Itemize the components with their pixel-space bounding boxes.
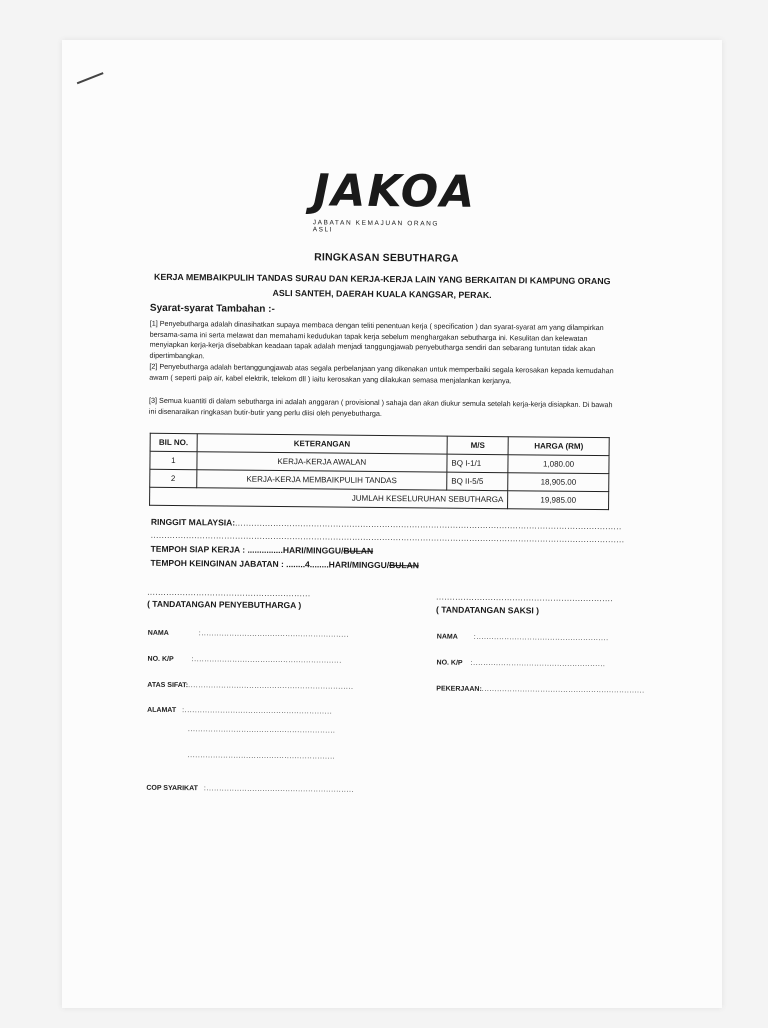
condition-3: [3] Semua kuantiti di dalam sebutharga ini adalah anggaran ( provisional ) sahaja dan akan diukur semula setelah kerja-kerja disiapkan. Di bawah ini disenaraikan ringkasan butir-butir yang perlu diisi oleh penyebutharga.	[148, 395, 613, 418]
field-alamat-line2: ..........................................................	[187, 726, 336, 735]
field-alamat-line3: ..........................................................	[187, 752, 336, 761]
cell-keterangan: KERJA-KERJA MEMBAIKPULIH TANDAS	[196, 470, 446, 490]
field-label: ATAS SIFAT:	[147, 681, 189, 690]
field-pekerjaan	[436, 678, 645, 698]
total-value: 19,985.00	[508, 491, 609, 510]
field-cop-syarikat	[146, 777, 354, 797]
cell-harga: 18,905.00	[508, 473, 609, 492]
tempoh-keinginan-unit-struck: BULAN	[389, 560, 419, 571]
sig-left-title: ( TANDATANGAN PENYEBUTHARGA )	[147, 598, 302, 611]
col-bil: BIL NO.	[150, 433, 197, 451]
field-label: PEKERJAAN:	[436, 685, 482, 693]
table-total-row	[150, 487, 609, 509]
field-nokp-right	[436, 652, 605, 672]
tempoh-siap-unit: HARI/MINGGU/	[282, 545, 344, 556]
field-label: NAMA	[147, 629, 169, 637]
project-heading: KERJA MEMBAIKPULIH TANDAS SURAU DAN KERJA-KERJA LAIN YANG BERKAITAN DI KAMPUNG ORANG ASLI SANTEH, DAERAH KUALA KANGSAR, PERAK.	[153, 271, 611, 301]
ringgit-blank: ..............................................................................................................................................	[235, 518, 622, 532]
price-summary-table	[149, 433, 610, 510]
document-title: RINGKASAN SEBUTHARGA	[314, 251, 459, 265]
tempoh-keinginan-value: ........4........	[286, 559, 329, 570]
pen-mark	[77, 72, 104, 84]
total-label: JUMLAH KESELURUHAN SEBUTHARGA	[150, 487, 508, 508]
cell-harga: 1,080.00	[508, 455, 609, 474]
tempoh-siap-unit-struck: BULAN	[343, 545, 374, 556]
field-blank: .................................................................	[188, 682, 354, 691]
tempoh-siap-row	[151, 544, 374, 556]
ringgit-label: RINGGIT MALAYSIA:	[150, 516, 236, 528]
field-blank: :....................................................	[470, 659, 606, 669]
field-label: NO. K/P	[147, 655, 174, 663]
logo-subtitle: JABATAN KEMAJUAN ORANG ASLI	[312, 219, 440, 234]
logo-word: JAKOA	[312, 165, 477, 218]
field-blank: :..........................................................	[203, 785, 355, 794]
jakoa-logo	[312, 165, 477, 234]
syarat-title: Syarat-syarat Tambahan :-	[149, 302, 275, 315]
col-keterangan: KETERANGAN	[197, 434, 447, 454]
cell-ms: BQ I-1/1	[447, 454, 508, 473]
field-label: ALAMAT	[147, 706, 177, 715]
sig-right-line: .................................................................	[436, 592, 614, 604]
field-blank: :..........................................................	[191, 656, 342, 665]
col-ms: M/S	[447, 436, 508, 455]
condition-2: [2] Penyebutharga adalah bertanggungjawab atas segala perbelanjaan yang dikenakan untuk memperbaiki segala kerosakan kepada kemudahan awam ( seperti paip air, kabel elektrik, telekom dll ) iaitu kerosakan yang dilakukan semasa menjalankan kerjanya.	[149, 361, 614, 385]
field-blank: ................................................................	[481, 685, 645, 695]
sig-right-title: ( TANDATANGAN SAKSI )	[436, 604, 540, 616]
sig-left-line: ............................................................	[147, 587, 311, 599]
field-alamat	[147, 699, 332, 719]
cell-bil: 1	[150, 451, 197, 469]
tempoh-keinginan-label: TEMPOH KEINGINAN JABATAN :	[150, 557, 284, 570]
field-nama-left	[148, 622, 349, 642]
condition-1: [1] Penyebutharga adalah dinasihatkan supaya membaca dengan teliti penentuan kerja ( specification ) dan syarat-syarat am yang dilampirkan bersama-sama ini serta melawat dan memahami kedudukan tapak kerja sebelum menghargakan sebutharga ini. Kesulitan dan kelewatan menyiapkan kerja-kerja disebabkan keadaan tapak adalah menjadi tanggungjawab penyebutharga sendiri dan sebarang tuntutan tidak akan dipertimbangkan.	[149, 318, 604, 360]
tempoh-keinginan-unit: HARI/MINGGU/	[328, 559, 390, 571]
field-blank: :....................................................	[473, 633, 609, 643]
field-nokp-left	[148, 648, 342, 668]
cell-keterangan: KERJA-KERJA AWALAN	[197, 452, 447, 472]
tempoh-siap-label: TEMPOH SIAP KERJA :	[150, 543, 246, 555]
field-label: NAMA	[436, 633, 458, 641]
col-harga: HARGA (RM)	[508, 437, 609, 456]
tempoh-keinginan-row	[150, 558, 419, 571]
cell-ms: BQ II-5/5	[447, 472, 508, 491]
cell-bil: 2	[150, 469, 197, 487]
field-label: NO. K/P	[436, 659, 463, 667]
tempoh-siap-blank: ...............	[247, 544, 283, 556]
field-atas-sifat	[147, 674, 353, 694]
field-label: COP SYARIKAT	[146, 784, 198, 793]
ringgit-blank-2: ..............................................................................................................................................................................	[150, 530, 625, 545]
field-nama-right	[437, 626, 609, 646]
field-blank: :..........................................................	[198, 630, 350, 639]
field-blank: :..........................................................	[182, 707, 333, 716]
